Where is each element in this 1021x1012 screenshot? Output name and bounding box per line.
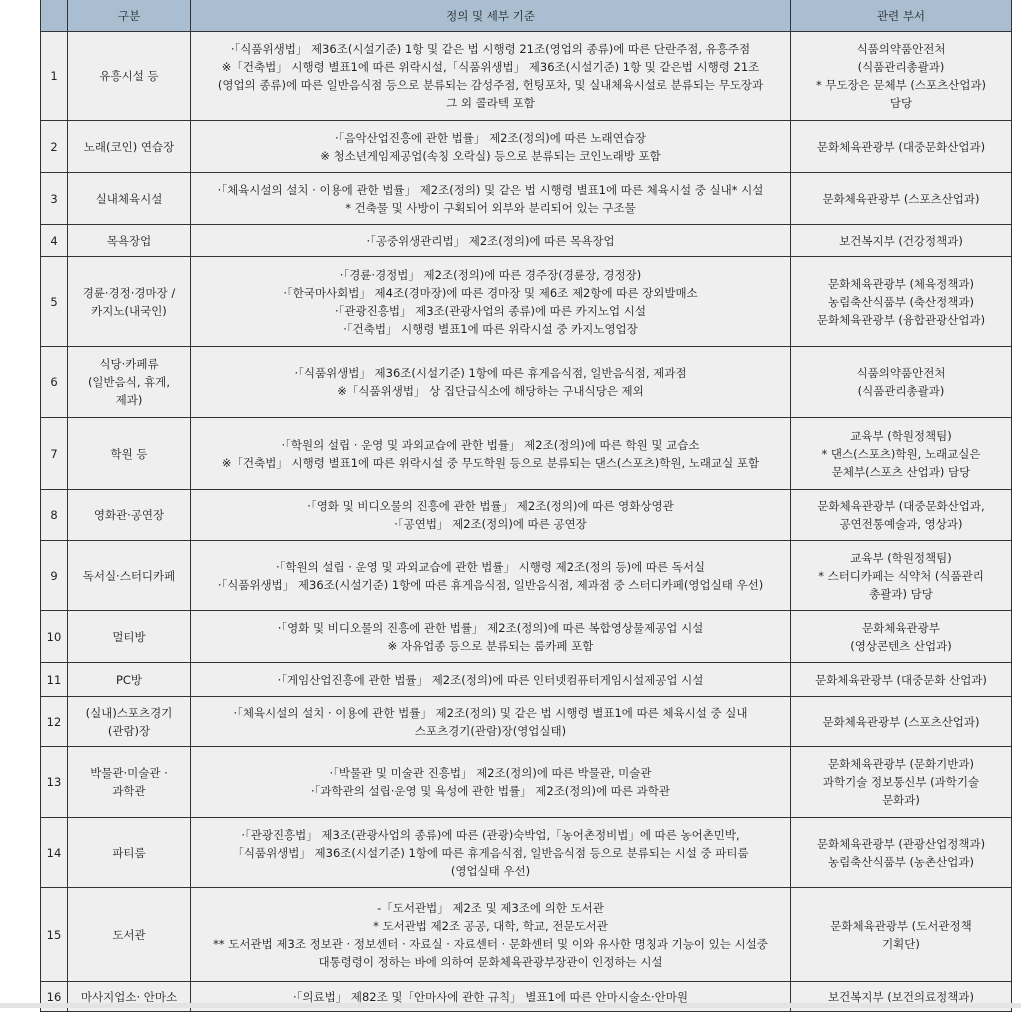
definition-cell (191, 818, 791, 888)
header-category: 구분 (68, 0, 191, 32)
department-cell-line: 문화과) (882, 793, 920, 807)
row-number: 2 (41, 121, 68, 173)
category-cell (68, 225, 191, 257)
department-cell-line: 문화체육관광부 (융합관광산업과) (816, 312, 986, 327)
definition-cell-line: ·「관광진흥법」 제3조(관광사업의 종류)에 따른 카지노업 시설 (335, 303, 646, 318)
category-cell-line: 실내체육시설 (95, 191, 163, 206)
definition-cell-line: ·「체육시설의 설치 · 이용에 관한 법률」 제2조(정의) 및 같은 법 시행령 별표1에 따른 체육시설 중 실내* 시설 (217, 182, 764, 197)
department-cell-line: 문화체육관광부 (대중문화산업과, (817, 499, 985, 513)
department-cell (791, 747, 1012, 818)
category-cell (68, 541, 191, 611)
definition-cell (191, 541, 791, 611)
definition-cell (191, 173, 791, 225)
category-cell (68, 32, 191, 121)
category-cell-line: 과학관 (112, 784, 146, 798)
definition-cell (191, 697, 791, 747)
category-cell (68, 663, 191, 697)
category-cell-line: 학원 등 (110, 446, 148, 461)
row-number: 5 (41, 257, 68, 347)
department-cell-line: 문화체육관광부 (862, 620, 940, 635)
department-cell-line: 문화체육관광부 (스포츠산업과) (822, 191, 980, 206)
definition-cell (191, 747, 791, 818)
department-cell-line: (식품관리총괄과) (857, 60, 945, 74)
table-row (41, 663, 1012, 697)
row-number: 4 (41, 225, 68, 257)
definition-cell-line: ·「학원의 설립 · 운영 및 과외교습에 관한 법률」 시행령 제2조(정의 등)에 따른 독서실 (275, 559, 706, 574)
department-cell-line: 문화체육관광부 (대중문화산업과) (816, 139, 986, 154)
definition-cell-line: (영업의 종류)에 따른 일반음식점 등으로 분류되는 감성주점, 헌팅포차, 및 실내체육시설로 분류되는 무도장과 (217, 78, 764, 92)
department-cell-line: 문화체육관광부 (문화기반과) (828, 757, 974, 771)
definition-cell-line: ·「식품위생법」 제36조(시설기준) 1항 및 같은 법 시행령 21조(영업의 종류)에 따른 단란주점, 유흥주점 (230, 42, 751, 56)
department-cell-line: 문화체육관광부 (도서관정책 (830, 918, 972, 933)
horizontal-scrollbar[interactable] (0, 1003, 1021, 1008)
definition-cell (191, 257, 791, 347)
row-number: 7 (41, 418, 68, 490)
definition-cell-line: ※ 자유업종 등으로 분류되는 룸카페 포함 (387, 638, 594, 653)
row-number: 1 (41, 32, 68, 121)
category-cell (68, 173, 191, 225)
category-cell-line: (실내)스포츠경기 (85, 705, 173, 720)
definition-cell-line: ·「공연법」 제2조(정의)에 따른 공연장 (394, 517, 587, 531)
definition-cell-line: ·「한국마사회법」 제4조(경마장)에 따른 경마장 및 제6조 제2항에 따른 장외발매소 (283, 285, 698, 300)
department-cell-line: 과학기술 정보통신부 (과학기술 (822, 775, 980, 789)
category-cell (68, 121, 191, 173)
category-cell-line: (관람)장 (107, 723, 151, 738)
department-cell (791, 347, 1012, 418)
definition-cell-line: ·「의료법」 제82조 및「안마사에 관한 규칙」 별표1에 따른 안마시술소·안마원 (292, 989, 689, 1004)
department-cell (791, 541, 1012, 611)
table-row (41, 818, 1012, 888)
definition-cell-line: ·「경륜·경정법」 제2조(정의)에 따른 경주장(경륜장, 경정장) (339, 267, 642, 282)
category-cell-line: (일반음식, 휴게, (87, 375, 171, 389)
department-cell (791, 663, 1012, 697)
category-cell-line: 파티룸 (112, 845, 146, 860)
department-cell (791, 173, 1012, 225)
table-row (41, 697, 1012, 747)
definition-cell-line: ·「학원의 설립 · 운영 및 과외교습에 관한 법률」 제2조(정의)에 따른 학원 및 교습소 (281, 437, 700, 452)
header-number (41, 0, 68, 32)
department-cell (791, 121, 1012, 173)
department-cell-line: 문화체육관광부 (스포츠산업과) (822, 714, 980, 729)
category-cell (68, 697, 191, 747)
definition-cell-line: * 도서관법 제2조 공공, 대학, 학교, 전문도서관 (373, 918, 608, 933)
category-cell-line: 유흥시설 등 (99, 69, 159, 83)
category-cell-line: 경륜·경정·경마장 / (82, 285, 176, 300)
table-row (41, 225, 1012, 257)
category-cell (68, 818, 191, 888)
definition-cell-line: ·「음악산업진흥에 관한 법률」 제2조(정의)에 따른 노래연습장 (335, 130, 646, 145)
definition-cell (191, 888, 791, 982)
table-row (41, 611, 1012, 663)
row-number: 10 (41, 611, 68, 663)
definition-cell-line: ·「식품위생법」 제36조(시설기준) 1항에 따른 휴게음식점, 일반음식점, 제과점 (294, 366, 687, 380)
department-cell-line: 식품의약품안전처 (856, 42, 946, 56)
row-number: 9 (41, 541, 68, 611)
table-row (41, 490, 1012, 541)
table-row (41, 173, 1012, 225)
row-number: 11 (41, 663, 68, 697)
definition-cell-line: 「식품위생법」 제36조(시설기준) 1항에 따른 휴게음식점, 일반음식점 등으로 분류되는 시설 중 파티룸 (232, 845, 749, 860)
category-cell-line: 멀티방 (112, 629, 146, 644)
definition-cell (191, 347, 791, 418)
table-row (41, 32, 1012, 121)
department-cell-line: 교육부 (학원정책팀) (850, 550, 952, 565)
department-cell-line: 총괄과) 담당 (869, 586, 933, 601)
department-cell (791, 418, 1012, 490)
definition-cell-line: ·「영화 및 비디오물의 진흥에 관한 법률」 제2조(정의)에 따른 복합영상물제공업 시설 (277, 620, 704, 635)
definition-cell-line: -「도서관법」 제2조 및 제3조에 의한 도서관 (377, 900, 604, 915)
department-cell-line: 공연전통예술과, 영상과) (839, 517, 963, 531)
category-cell (68, 490, 191, 541)
category-cell-line: 독서실·스터디카페 (82, 568, 176, 583)
department-cell (791, 697, 1012, 747)
row-number: 15 (41, 888, 68, 982)
department-cell (791, 490, 1012, 541)
department-cell-line: * 스터디카페는 식약처 (식품관리 (818, 568, 984, 583)
definition-cell (191, 225, 791, 257)
row-number: 13 (41, 747, 68, 818)
table-row (41, 541, 1012, 611)
definition-cell (191, 490, 791, 541)
definition-cell-line: 대통령령이 정하는 바에 의하여 문화체육관광부장관이 인정하는 시설 (318, 954, 663, 969)
category-cell-line: 영화관·공연장 (93, 508, 165, 522)
definition-cell-line: ** 도서관법 제3조 정보관 · 정보센터 · 자료실 · 자료센터 · 문화센터 및 이와 유사한 명칭과 기능이 있는 시설중 (213, 936, 768, 951)
definition-cell-line: ·「관광진흥법」 제3조(관광사업의 종류)에 따른 (관광)숙박업,「농어촌정비법」에 따른 농어촌민박, (241, 827, 740, 842)
definition-cell-line: (영업실태 우선) (450, 863, 531, 878)
department-cell (791, 888, 1012, 982)
category-cell-line: 노래(코인) 연습장 (83, 139, 175, 154)
department-cell-line: 문화체육관광부 (대중문화 산업과) (815, 672, 987, 687)
category-cell-line: 마사지업소· 안마소 (80, 989, 178, 1004)
department-cell-line: 보건복지부 (보건의료정책과) (828, 989, 974, 1004)
department-cell (791, 611, 1012, 663)
definition-cell-line: ※ 청소년게임제공업(속칭 오락실) 등으로 분류되는 코인노래방 포함 (320, 148, 661, 163)
definition-cell-line: ·「체육시설의 설치 · 이용에 관한 법률」 제2조(정의) 및 같은 법 시행령 별표1에 따른 체육시설 중 실내 (233, 705, 748, 720)
category-cell (68, 888, 191, 982)
facility-table (40, 0, 1012, 1012)
department-cell (791, 257, 1012, 347)
department-cell-line: (영상콘텐츠 산업과) (850, 638, 952, 653)
category-cell-line: 식당·카페류 (99, 357, 159, 371)
category-cell-line: 제과) (115, 393, 143, 407)
department-cell (791, 225, 1012, 257)
department-cell-line: 농림축산식품부 (농촌산업과) (828, 854, 974, 869)
department-cell-line: 농림축산식품부 (축산정책과) (828, 294, 974, 309)
row-number: 12 (41, 697, 68, 747)
department-cell-line: 보건복지부 (건강정책과) (839, 233, 963, 248)
department-cell-line: 교육부 (학원정책팀) (850, 428, 952, 443)
department-cell-line: 기획단) (882, 936, 920, 951)
category-cell-line: 목욕장업 (106, 233, 152, 248)
department-cell (791, 32, 1012, 121)
definition-cell (191, 121, 791, 173)
definition-cell (191, 611, 791, 663)
definition-cell-line: 스포츠경기(관람)장(영업실태) (414, 723, 567, 738)
table-row (41, 347, 1012, 418)
definition-cell-line: 그 외 콜라텍 포함 (446, 96, 535, 110)
category-cell (68, 418, 191, 490)
table-row (41, 747, 1012, 818)
definition-cell-line: ※「건축법」 시행령 별표1에 따른 위락시설 중 무도학원 등으로 분류되는 댄스(스포츠)학원, 노래교실 포함 (221, 455, 760, 470)
category-cell (68, 347, 191, 418)
definition-cell-line: ·「공중위생관리법」 제2조(정의)에 따른 목욕장업 (366, 233, 615, 248)
definition-cell-line: ※「건축법」 시행령 별표1에 따른 위락시설,「식품위생법」 제36조(시설기준) 1항 및 같은법 시행령 21조 (221, 60, 760, 74)
definition-cell (191, 663, 791, 697)
department-cell-line: 담당 (889, 96, 913, 110)
definition-cell-line: ※「식품위생법」 상 집단급식소에 해당하는 구내식당은 제외 (337, 384, 644, 398)
header-definition: 정의 및 세부 기준 (191, 0, 791, 32)
definition-cell-line: * 건축물 및 사방이 구획되어 외부와 분리되어 있는 구조물 (345, 200, 636, 215)
row-number: 14 (41, 818, 68, 888)
definition-cell-line: ·「식품위생법」 제36조(시설기준) 1항에 따른 휴게음식점, 일반음식점, 제과점 중 스터디카페(영업실태 우선) (217, 577, 764, 592)
category-cell (68, 611, 191, 663)
definition-cell-line: ·「건축법」 시행령 별표1에 따른 위락시설 중 카지노영업장 (343, 321, 638, 336)
department-cell (791, 818, 1012, 888)
row-number: 3 (41, 173, 68, 225)
category-cell-line: 박물관·미술관 · (90, 766, 168, 780)
table-row (41, 121, 1012, 173)
department-cell-line: (식품관리총괄과) (857, 384, 945, 398)
definition-cell-line: ·「과학관의 설립·운영 및 육성에 관한 법률」 제2조(정의)에 따른 과학관 (311, 784, 670, 798)
category-cell-line: PC방 (115, 672, 143, 687)
definition-cell-line: ·「박물관 및 미술관 진흥법」 제2조(정의)에 따른 박물관, 미술관 (329, 766, 652, 780)
department-cell-line: 식품의약품안전처 (856, 366, 946, 380)
category-cell (68, 747, 191, 818)
department-cell-line: * 무도장은 문체부 (스포츠산업과) (815, 78, 987, 92)
table-row (41, 257, 1012, 347)
table-header (41, 0, 1012, 32)
definition-cell (191, 418, 791, 490)
department-cell-line: * 댄스(스포츠)학원, 노래교실은 (821, 446, 981, 461)
row-number: 16 (41, 982, 68, 1012)
header-department: 관련 부서 (791, 0, 1012, 32)
table-row (41, 418, 1012, 490)
department-cell-line: 문화체육관광부 (관광산업정책과) (816, 836, 986, 851)
definition-cell-line: ·「게임산업진흥에 관한 법률」 제2조(정의)에 따른 인터넷컴퓨터게임시설제공업 시설 (277, 672, 704, 687)
row-number: 8 (41, 490, 68, 541)
department-cell-line: 문체부(스포츠 산업과) 담당 (831, 464, 971, 479)
department-cell-line: 문화체육관광부 (체육정책과) (828, 276, 974, 291)
category-cell-line: 도서관 (112, 927, 146, 942)
table-row (41, 888, 1012, 982)
definition-cell (191, 32, 791, 121)
category-cell (68, 257, 191, 347)
definition-cell-line: ·「영화 및 비디오물의 진흥에 관한 법률」 제2조(정의)에 따른 영화상영관 (307, 499, 674, 513)
category-cell-line: 카지노(내국인) (91, 303, 167, 318)
row-number: 6 (41, 347, 68, 418)
